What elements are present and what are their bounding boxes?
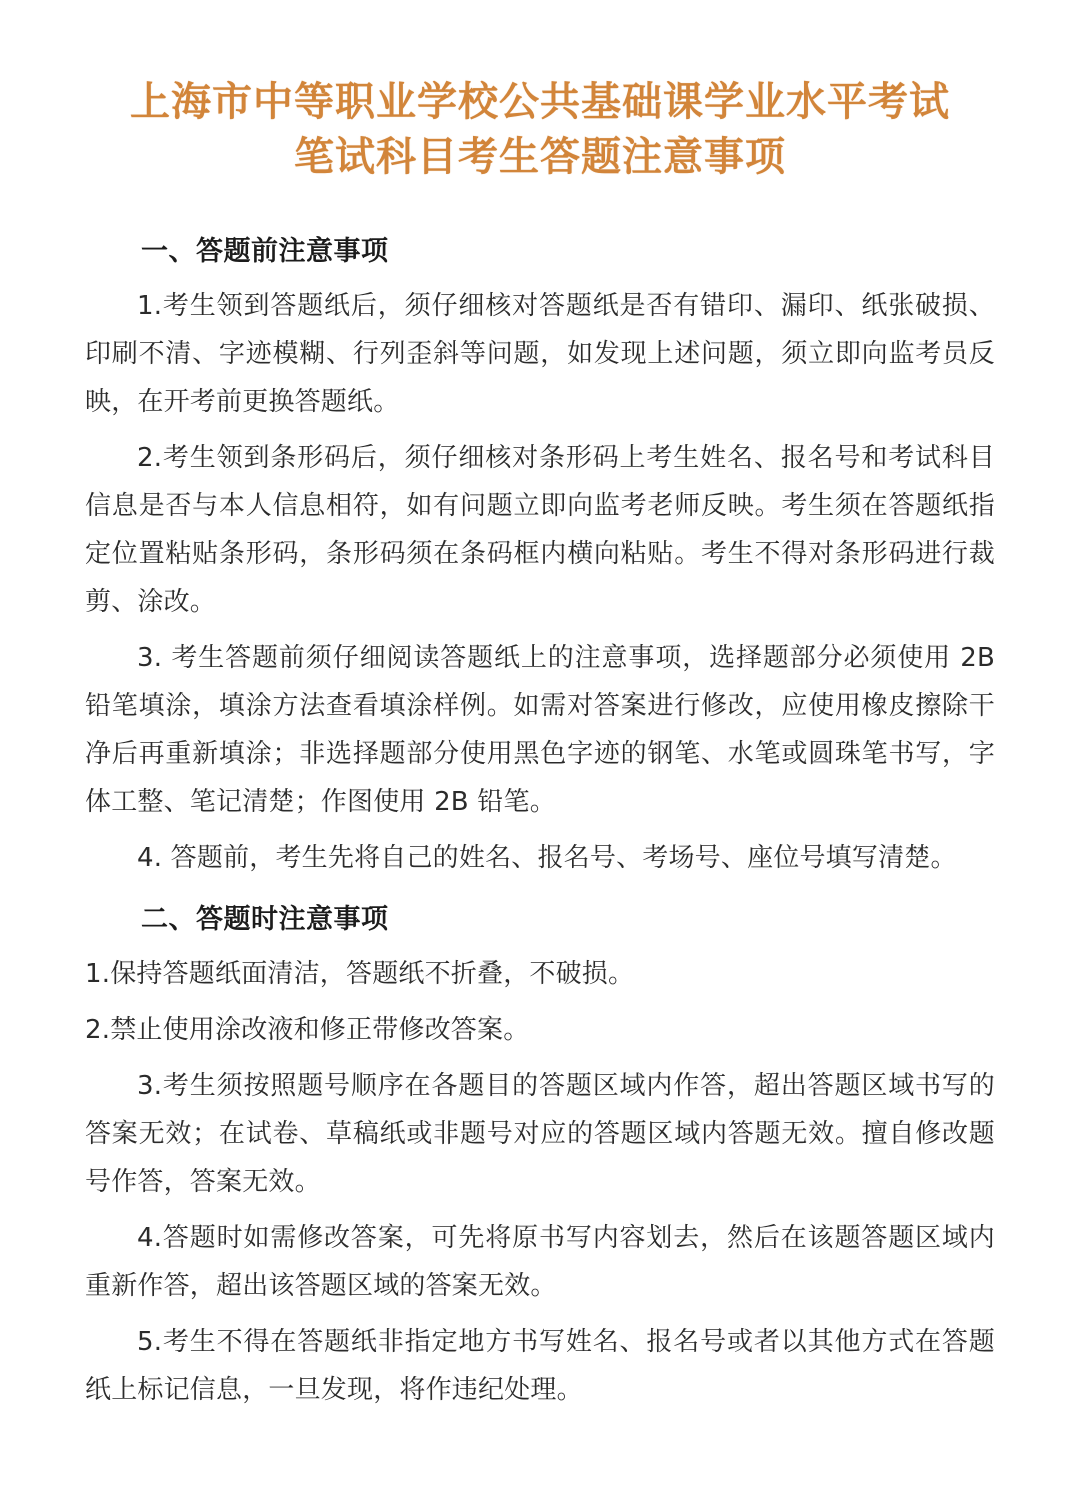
section-2-item-2: 2.禁止使用涂改液和修正带修改答案。: [85, 1015, 530, 1045]
section-1-item-2: 2.考生领到条形码后，须仔细核对条形码上考生姓名、报名号和考试科目信息是否与本人信息相符，如有问题立即向监考老师反映。考生须在答题纸指定位置粘贴条形码，条形码须在条码框内横向粘贴。考生不得对条形码进行裁剪、涂改。: [85, 443, 995, 617]
section-heading-while-answering: 二、答题时注意事项: [141, 904, 389, 935]
section-heading-before-answering: 一、答题前注意事项: [141, 236, 389, 267]
section-1-item-4: 4. 答题前，考生先将自己的姓名、报名号、考场号、座位号填写清楚。: [137, 843, 957, 873]
document-title-line-2: 笔试科目考生答题注意事项: [294, 134, 786, 179]
section-2-item-1: 1.保持答题纸面清洁，答题纸不折叠，不破损。: [85, 959, 635, 989]
document-title-line-1: 上海市中等职业学校公共基础课学业水平考试: [130, 79, 950, 124]
section-1-item-3: 3. 考生答题前须仔细阅读答题纸上的注意事项，选择题部分必须使用 2B 铅笔填涂，填涂方法查看填涂样例。如需对答案进行修改，应使用橡皮擦除干净后再重新填涂；非选择题部分使用黑色字迹的钢笔、水笔或圆珠笔书写，字体工整、笔记清楚；作图使用 2B 铅笔。: [85, 643, 995, 817]
section-2-item-4: 4.答题时如需修改答案，可先将原书写内容划去，然后在该题答题区域内重新作答，超出该答题区域的答案无效。: [85, 1223, 995, 1301]
document-content: [85, 0, 995, 1414]
section-2-item-3: 3.考生须按照题号顺序在各题目的答题区域内作答，超出答题区域书写的答案无效；在试卷、草稿纸或非题号对应的答题区域内答题无效。擅自修改题号作答，答案无效。: [85, 1071, 995, 1197]
section-2-item-5: 5.考生不得在答题纸非指定地方书写姓名、报名号或者以其他方式在答题纸上标记信息，一旦发现，将作违纪处理。: [85, 1327, 995, 1405]
section-1-item-1: 1.考生领到答题纸后，须仔细核对答题纸是否有错印、漏印、纸张破损、印刷不清、字迹模糊、行列歪斜等问题，如发现上述问题，须立即向监考员反映，在开考前更换答题纸。: [85, 291, 995, 417]
document-title: [85, 0, 995, 184]
